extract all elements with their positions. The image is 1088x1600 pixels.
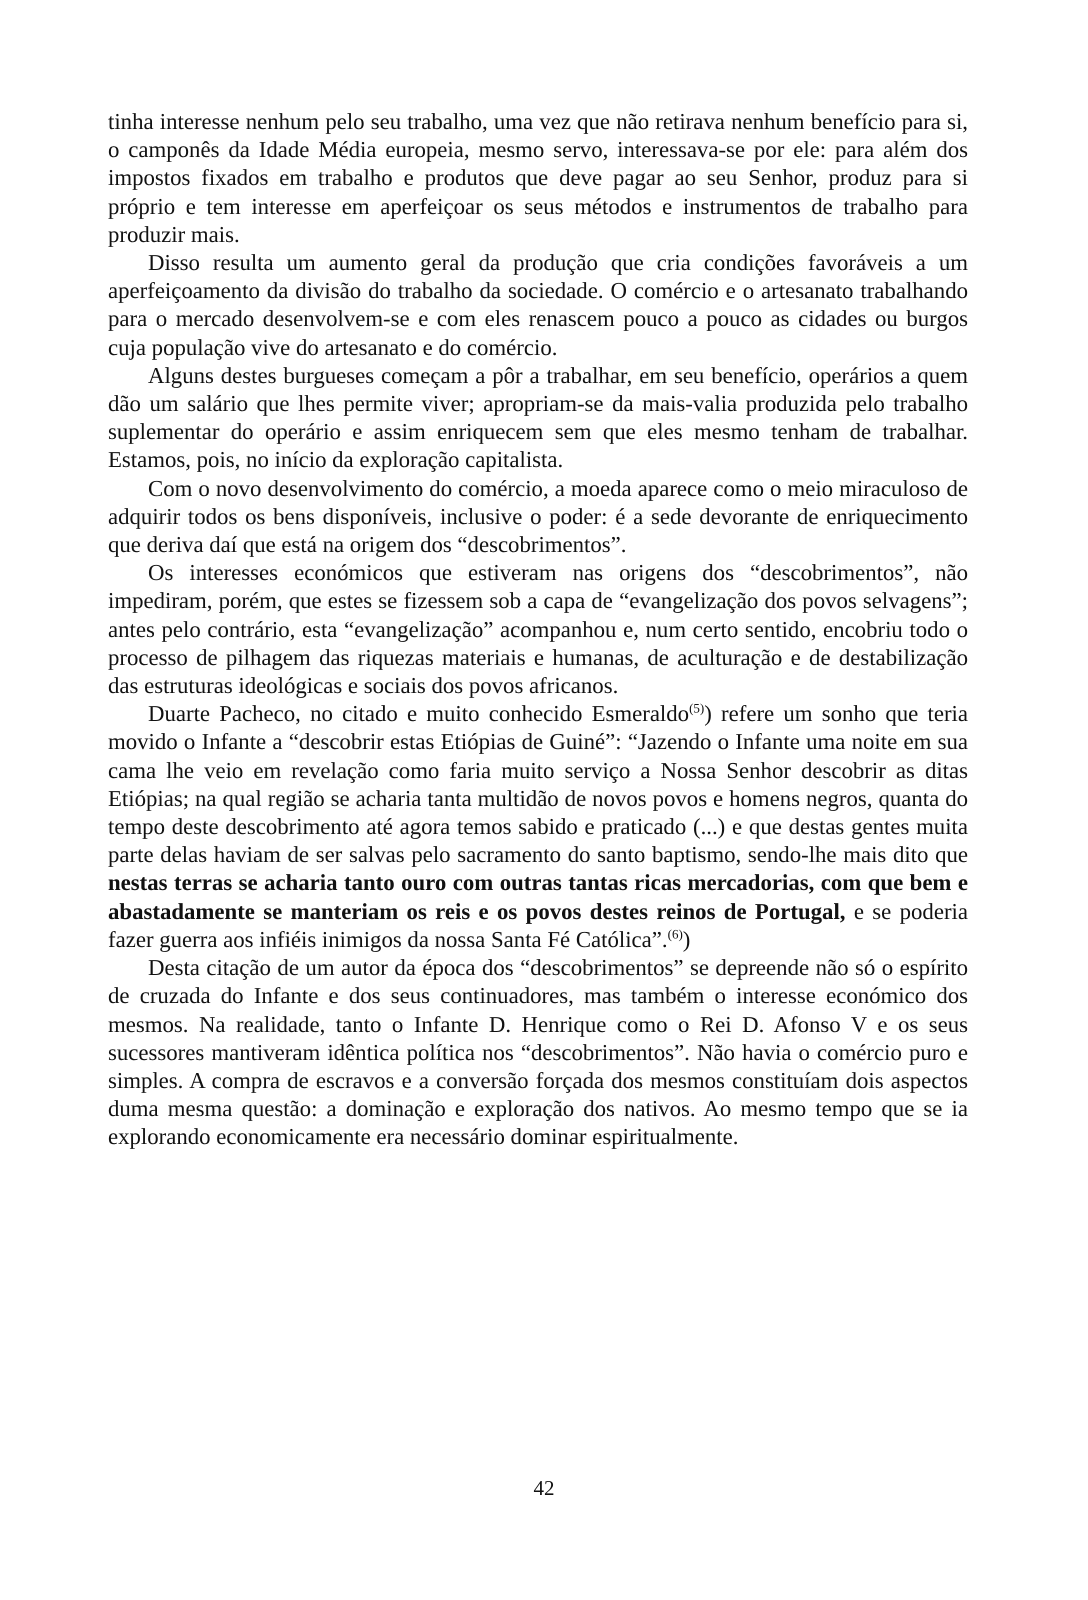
paragraph-1: tinha interesse nenhum pelo seu trabalho, uma vez que não retirava nenhum benefício para si, o camponês da Idade Média europeia, mesmo servo, interessava-se por ele: para além dos impostos fixados em trabalho e produtos que deve pagar ao seu Senhor, produz para si próprio e tem interesse em aperfeiçoar os seus métodos e instrumentos de trabalho para produzir mais. <box>108 109 968 247</box>
paragraph-7: Desta citação de um autor da época dos “descobrimentos” se depreende não só o espírito de cruzada do Infante e dos seus continuadores, mas também o interesse económico dos mesmos. Na realidade, tanto o Infante D. Henrique como o Rei D. Afonso V e os seus sucessores mantiveram idêntica política nos “descobrimentos”. Não havia o comércio puro e simples. A compra de escravos e a conversão forçada dos mesmos constituíam dois aspectos duma mesma questão: a dominação e exploração dos nativos. Ao mesmo tempo que se ia explorando economicamente era necessário dominar espiritualmente. <box>108 955 968 1150</box>
page-body <box>108 108 968 1152</box>
paragraph-4: Com o novo desenvolvimento do comércio, a moeda aparece como o meio miraculoso de adquirir todos os bens disponíveis, inclusive o poder: é a sede devorante de enriquecimento que deriva daí que está na origem dos “descobrimentos”. <box>108 475 968 558</box>
paragraph-3: Alguns destes burgueses começam a pôr a trabalhar, em seu benefício, operários a quem dão um salário que lhes permite viver; apropriam-se da mais-valia produzida pelo trabalho suplementar do operário e assim enriquecem sem que eles mesmo tenham de trabalhar. Estamos, pois, no início da exploração capitalista. <box>108 362 968 473</box>
footnote-ref-5: (5) <box>689 700 705 716</box>
paragraph-6 <box>108 700 968 954</box>
paragraph-6-closing: ) <box>682 926 691 952</box>
paragraph-6-text-end: e se poderia fazer guerra aos infiéis inimigos da nossa Santa Fé Católica”. <box>108 898 968 952</box>
paragraph-5: Os interesses económicos que estiveram nas origens dos “descobrimentos”, não impediram, porém, que estes se fizessem sob a capa de “evangelização dos povos selvagens”; antes pelo contrário, esta “evangelização” acompanhou e, num certo sentido, encobriu todo o processo de pilhagem das riquezas materiais e humanas, de aculturação e de destabilização das estruturas ideológicas e sociais dos povos africanos. <box>108 560 968 699</box>
page-number: 42 <box>533 1476 555 1500</box>
footnote-ref-6: (6) <box>667 926 683 942</box>
paragraph-2: Disso resulta um aumento geral da produção que cria condições favoráveis a um aperfeiçoamento da divisão do trabalho da sociedade. O comércio e o artesanato trabalhando para o mercado desenvolvem-se e com eles renascem pouco a pouco as cidades ou burgos cuja população vive do artesanato e do comércio. <box>108 250 968 360</box>
paragraph-6-bold-emphasis: nestas terras se acharia tanto ouro com outras tantas ricas mercadorias, com que bem e abastadamente se manteriam os reis e os povos destes reinos de Portugal, <box>108 870 968 924</box>
paragraph-6-text-start: Duarte Pacheco, no citado e muito conhecido Esmeraldo <box>148 701 690 727</box>
paragraph-6-text-quote: ) refere um sonho que teria movido o Infante a “descobrir estas Etiópias de Guiné”: “Jazendo o Infante uma noite em sua cama lhe veio em revelação como faria muito serviço a Nossa Senhor descobrir as ditas Etiópias; na qual região se acharia tanta multidão de novos povos e homens negros, quanta do tempo deste descobrimento até agora temos sabido e praticado (...) e que destas gentes muita parte delas haviam de ser salvas pelo sacramento do santo baptismo, sendo-lhe mais dito que <box>108 701 968 868</box>
